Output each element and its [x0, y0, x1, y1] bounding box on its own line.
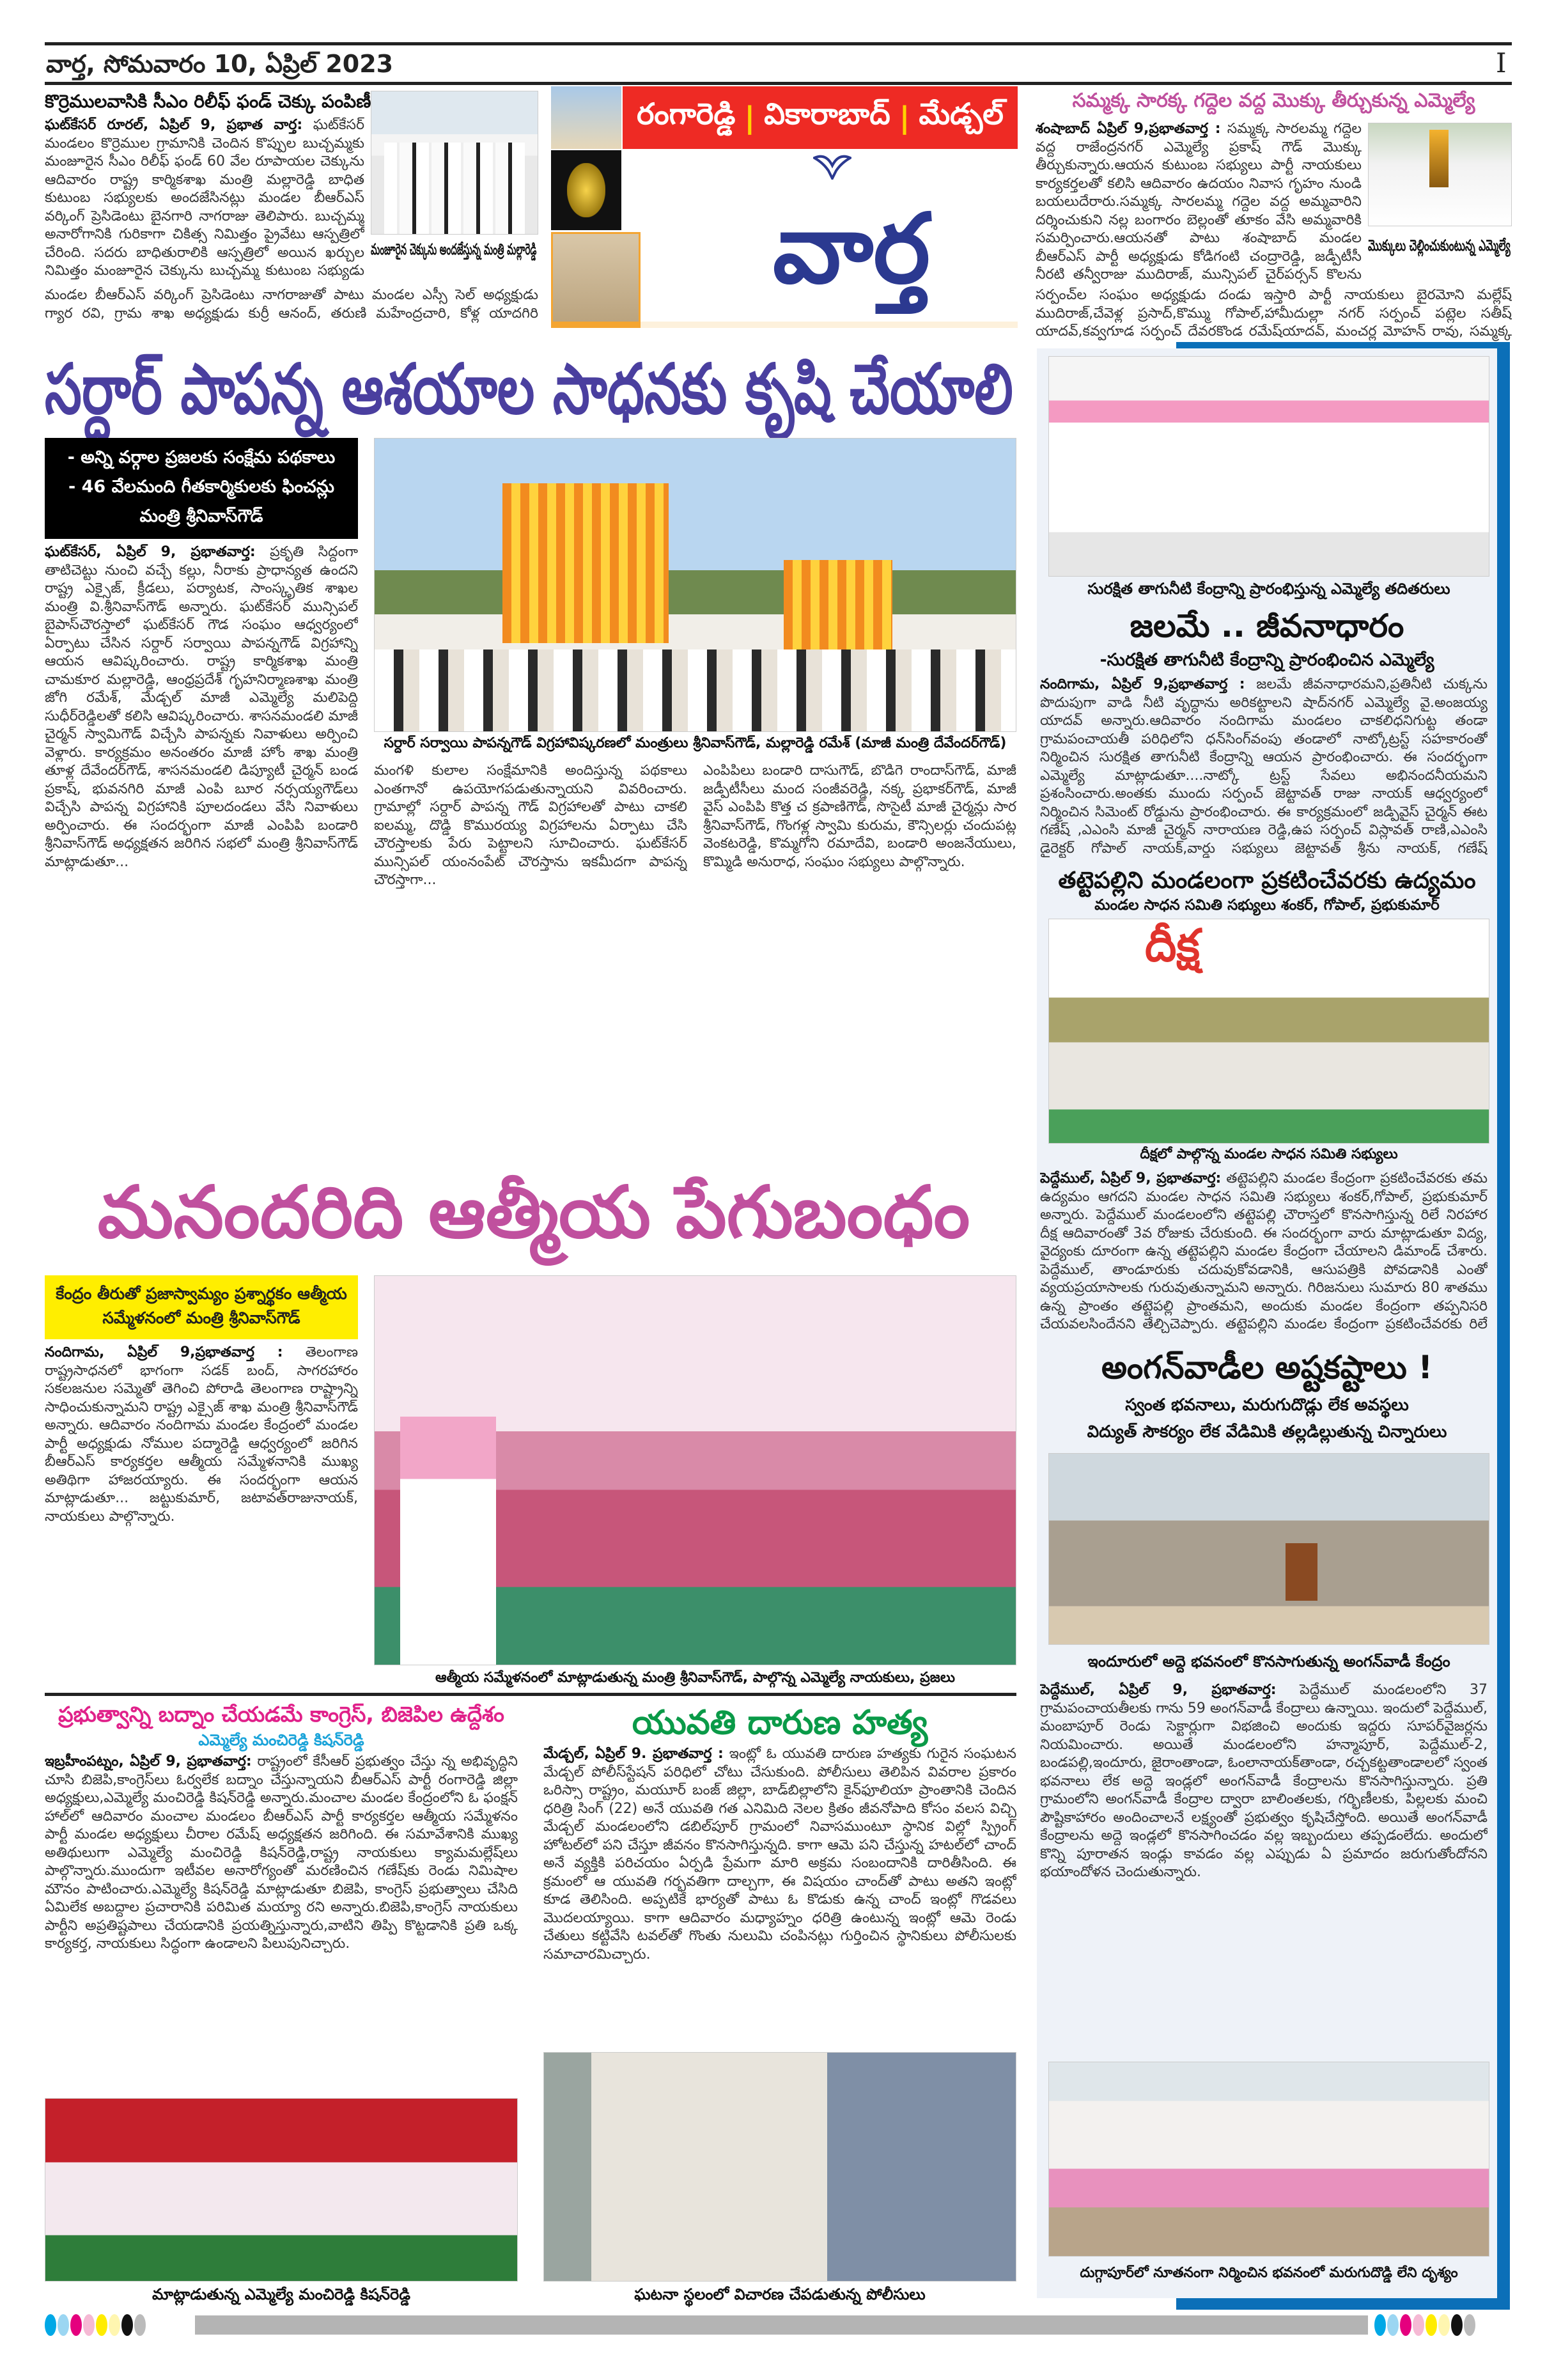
mla-meeting-photo [45, 2098, 518, 2282]
highlight-item: మంత్రి శ్రీనివాస్‌గౌడ్ [139, 506, 263, 526]
dateline: నందిగామ, ఏప్రిల్ 9,ప్రభాతవార్త : [45, 1344, 283, 1360]
top-right-body [1036, 120, 1362, 284]
water-plant-photo [1048, 356, 1489, 577]
header-top-rule [45, 42, 1512, 45]
lead-headline: సర్దార్ పాపన్న ఆశయాల సాధనకు కృషి చేయాలి [45, 350, 1013, 430]
dateline: పెద్దేముల్, ఏప్రిల్ 9, ప్రభాతవార్త: [1040, 1171, 1222, 1186]
bottom-left-body [45, 1753, 518, 2092]
dateline: నందిగామ, ఏప్రిల్ 9,ప్రభాతవార్త : [1040, 676, 1245, 692]
top-left-body [45, 116, 364, 280]
story3-photo2-caption: దుగ్గాపూర్‌లో నూతనంగా నిర్మించిన భవనంలో మరుగుదొడ్డి లేని దృశ్యం [1080, 2265, 1458, 2281]
highlight-item: - 46 వేలమంది గీతకార్మికులకు ఫించన్లు [68, 477, 334, 497]
mla-offering-photo [1368, 123, 1512, 226]
body-text: జలమే జీవనాధారమని,ప్రతినీటి చుక్కను పొదుపుగా వాడి నీటి వృద్ధాను అరికట్టాలని షాద్‌నగర్ ఎమ్మెల్యే వై.అంజయ్య యాదవ్ అన్నారు.ఆదివారం నందిగామ మండలం చాకలిధనిగుట్ట తండా గ్రామపంచాయతీ పరిధిలోని ధన్‌సింగ్‌వంపు తండాలో నాట్కోట్రస్ట్ సహకారంతో నిర్మించిన సురక్షిత తాగునీటి కేంద్రాన్ని ఆయన ప్రారంభించారు. ఈ సందర్భంగా ఎమ్మెల్యే మాట్లాడుతూ....నాట్కో ట్రస్ట్ సేవలు అభినందనీయమని ప్రశంసించారు.అంతకు ముందు సర్పంచ్ జెట్టావత్ రాజు నాయక్ ఆధ్వర్యంలో నిర్మించిన సిమెంట్ రోడ్డును ప్రారంభించారు. ఈ కార్యక్రమంలో జడ్పివైస్ చైర్మన్ ఈట గణేష్ ,ఎఎంసి మాజీ చైర్మన్ నారాయణ రెడ్డి,ఉప సర్పంచ్ విస్లావత్ రాణి,ఎఎంసి డైరెక్టర్ గోపాల్ నాయక్,వార్డు సభ్యులు జెట్టావత్ శ్రీను నాయక్, గణేష్ [1040, 676, 1488, 857]
dove-icon [813, 152, 851, 180]
lead-col2: మంగళి కులాల సంక్షేమానికి అందిస్తున్న పథకాలు ఎంతగానో ఉపయోగపడుతున్నాయని వివరించారు. గ్రామాల్లో సర్దార్ పాపన్న గౌడ్ విగ్రహాలతో పాటు చాకలి ఐలమ్మ, దొడ్డి కొమురయ్య విగ్రహాలను ఏర్పాటు చేసి చౌరస్తాలకు పేరు పెట్టాలని సూచించారు. ఘట్‌కేసర్ మున్సిపల్ యంనంపేట్ చౌరస్తాను ఇకమీదగా పాపన్న చౌరస్తాగా... [374, 763, 687, 888]
body-text: ఇంట్లో ఓ యువతి దారుణ హత్యకు గురైన సంఘటన మేడ్చల్ పోలీస్‌స్టేషన్ పరిధిలో చోటు చేసుకుంది. పోలీసులు తెలిపిన వివరాల ప్రకారం ఒరిస్సా రాష్ట్రం, మయూర్ బంజ్ జిల్లా, బాడ్‌బిల్లాలోని కైన్‌ఫూలియా ప్రాంతానికి చెందిన ధరిత్రి సింగ్ (22) అనే యువతి గత ఎనిమిది నెలల క్రితం జీవనోపాది కోసం వలస విచ్చి మేడ్చల్ మండలంలోని డబిల్‌పూర్ గ్రామంలో నివాసముంటూ స్థానిక విల్లో స్ప్రింగ్ హోటల్‌లో పని చేస్తూ జీవనం కొనసాగిస్తున్నది. కాగా ఆమె పని చేస్తున్న హటల్‌లో చాంద్ అనే వ్యక్తికి పరిచయం ఏర్పడి ప్రేమగా మారి అక్రమ సంబందానికి దారితీసింది. ఈ క్రమంలో ఆ యువతి గర్భవతిగా దాల్చగా, ఈ విషయం చాంద్‌తో పాటు అతని ఇంట్లో కూడ తెలిసింది. అప్పటికే భార్యతో పాటు ఓ కొడుకు ఉన్న చాంద్ ఇంట్లో గొడవలు మొదలయ్యాయి. కాగా ఆదివారం మధ్యాహ్నం ధరిత్రి ఉంటున్న ఇంట్లో ఆమె రెండు చేతులు కట్టివేసి టవల్‌తో గొంతు నులుమి చంపినట్లు గుర్తించిన స్థానికులు పోలీసులకు సమాచారమిచ్చారు. [543, 1746, 1016, 1963]
top-right-body-tail: సర్పంచ్‌ల సంఘం అధ్యక్షుడు దండు ఇస్తారి పార్టీ నాయకులు బైరమోని మల్లేష్ ముదిరాజ్,చేవెళ్ల ప్రసాద్,కొమ్ము గోపాల్,హామీదుల్లా నగర్ సర్పంచ్ పట్లెల సతీష్ యాదవ్,కవ్వగూడ సర్పంచ్ దేవరకొండ రమేష్‌యాదవ్, మంచర్ల మోహన్ రావు, సమ్మక్క [1036, 287, 1512, 339]
gray-bar [195, 2315, 1368, 2335]
story3-body [1040, 1681, 1488, 2046]
atmiya-sammelanam-photo [374, 1275, 1016, 1665]
dateline: ఇబ్రహీంపట్నం, ఏప్రిల్ 9, ప్రభాతవార్త: [45, 1754, 252, 1769]
district-rangareddy: రంగారెడ్డి [637, 97, 736, 131]
bottom-mid-body [543, 1745, 1016, 2046]
story3-caption: ఇందూరులో అద్దె భవనంలో కొనసాగుతున్న అంగన్‌వాడీ కేంద్రం [1087, 1653, 1450, 1670]
cheque-handover-photo [371, 91, 538, 235]
masthead-underline [551, 322, 1018, 328]
body-text: పెద్దేముల్ మండలంలోని 37 గ్రామపంచాయతీలకు గాను 59 అంగన్‌వాడీ కేంద్రాలు ఉన్నాయి. ఇందులో పెద్దేముల్, మంబాపూర్ రెండు సెక్టార్లుగా విభజించి అందుకు ఇద్దరు సూపర్‌వైజర్లను నియమించారు. అయితే మండలంలోని హన్మాపూర్, పెద్దేముల్-2, బండపల్లి,ఇందూరు, జైరాంతాండా, ఓంలానాయక్‌తాండా, రచ్చకట్టతాండాలలో స్వంత భవనాలు లేక అద్దె ఇండ్లలో అంగన్‌వాడీ కేంద్రాలను కొనసాగిస్తున్నారు. ప్రతి గ్రామంలోని అంగన్‌వాడీ కేంద్రాల ద్వారా బాలింతలకు, గర్భిణీలకు, పిల్లలకు మంచి పౌష్టికాహారం అందించాలనే లక్ష్యంతో ప్రభుత్వం కృషిచేస్తోంది. అయితే అంగన్‌వాడీ కేంద్రాలను అద్దె ఇండ్లలో కొనసాగించడం వల్ల ఇబ్బందులు తప్పడంలేదు. అందులో కొన్ని పూరాతన ఇండ్లు కావడం వల్ల ఎప్పుడు ఏ ప్రమాదం జరుగుతోందోనని భయాందోళన చెందుతున్నారు. [1040, 1682, 1488, 1880]
district-medchal: మేడ్చల్ [919, 97, 1004, 131]
story2-headline: తట్టెపల్లిని మండలంగా ప్రకటించేవరకు ఉద్యమం [1058, 867, 1476, 894]
body-text: రాష్ట్రంలో కేసీఆర్ ప్రభుత్వం చేస్తు న్న అభివృద్ధిని చూసి బిజెపి,కాంగ్రెస్‌లు ఓర్వలేక బద్నాం చేస్తున్నాయని బీఆర్ఎస్ పార్టీ రంగారెడ్డి జిల్లా అధ్యక్షులు,ఎమ్మెల్యే మంచిరెడ్డి కిషన్‌రెడ్డి అన్నారు.మంచాల మండల కేంద్రంలోని ఓ ఫంక్షన్ హాల్‌లో ఆదివారం మంచాల మండలం బీఆర్ఎస్ పార్టీ కార్యకర్తల ఆత్మీయ సమ్మేళనం పార్టీ మండల అధ్యక్షులు చీరాల రమేష్ అధ్యక్షతన జరిగింది. ఈ సమావేశానికి ముఖ్య అతిథులుగా ఎమ్మెల్యే మంచిరెడ్డి కిషన్‌రెడ్డి,రాష్ట్ర నాయకులు క్యామమల్లేష్‌లు పాల్గొన్నారు.ముందుగా ఇటీవల అనారోగ్యంతో మరణించిన గణేష్‌కు రెండు నిమిషాల మౌనం పాటించారు.ఎమ్మెల్యే కిషన్‌రెడ్డి మాట్లాడుతూ బిజెపి, కాంగ్రెస్ ప్రభుత్వాలు చేసిది ఏమిలేక అబద్దాల ప్రచారానికి పరిమిత మయ్యా రని అన్నారు.బిజెపి,కాంగ్రెస్ నాయకులు పార్టీని అప్రతిష్టపాలు చేయడానికి ప్రయత్నిస్తున్నారు,వాటిని తిప్పి కొట్టడానికి ప్రతి ఒక్క కార్యకర్త, నాయకులు సిద్ధంగా ఉండాలని పిలుపునిచ్చారు. [45, 1754, 518, 1952]
dateline: ఘట్‌కేసర్ రూరల్, ఏప్రిల్ 9, ప్రభాత వార్త: [45, 117, 303, 133]
second-highlight-box: కేంద్రం తీరుతో ప్రజాస్వామ్యం ప్రశ్నార్థకం ఆత్మీయ సమ్మేళనంలో మంత్రి శ్రీనివాస్‌గౌడ్ [45, 1275, 358, 1339]
separator: | [899, 100, 910, 135]
story3-subhead: విద్యుత్ సౌకర్యం లేక వేడిమికి తల్లడిల్లుతున్న చిన్నారులు [1087, 1422, 1447, 1442]
dateline: మేడ్చల్, ఏప్రిల్ 9. ప్రభాతవార్త : [543, 1746, 724, 1762]
bottom-mid-caption: ఘటనా స్థలంలో విచారణ చేపడుతున్న పోలీసులు [634, 2285, 926, 2303]
water-plant-caption: సురక్షిత తాగునీటి కేంద్రాన్ని ప్రారంభిస్తున్న ఎమ్మెల్యే తదితరులు [1087, 580, 1450, 598]
second-body [45, 1344, 358, 1672]
police-investigation-photo [543, 2052, 1016, 2282]
header-dateline: వార్త, సోమవారం 10, ఏప్రిల్ 2023 [46, 50, 394, 78]
bottom-left-subhead: ఎమ్మెల్యే మంచిరెడ్డి కిషన్‌రెడ్డి [198, 1731, 364, 1749]
anganwadi-rented-building-photo [1048, 1453, 1489, 1645]
top-left-body-tail: మండల బీఆర్ఎస్ వర్కింగ్ ప్రెసిడెంటు నాగరాజుతో పాటు మండల ఎస్సీ సెల్ అధ్యక్షుడు గ్యార రవి, గ్రామ శాఖ అధ్యక్షుడు కుర్రీ ఆనంద్, తరుణి మహేంద్రచారి, కోళ్ల యాదగిరి [45, 287, 538, 322]
dateline: పెద్దేముల్, ఏప్రిల్ 9, ప్రభాతవార్త: [1040, 1682, 1277, 1698]
highlight-item: - అన్ని వర్గాల ప్రజలకు సంక్షేమ పథకాలు [67, 447, 336, 467]
story2-subhead: మండల సాధన సమితి సభ్యులు శంకర్, గోపాల్, ప్రభుకుమార్ [1094, 897, 1440, 914]
bottom-left-headline: ప్రభుత్వాన్ని బద్నాం చేయడమే కాంగ్రెస్, బిజెపిల ఉద్దేశం [58, 1702, 504, 1727]
story2-body [1040, 1170, 1488, 1334]
top-right-caption: మొక్కులు చెల్లించుకుంటున్న ఎమ్మెల్యే [1368, 237, 1511, 254]
top-left-headline: కొర్రెములవాసికి సీఎం రిలీఫ్ ఫండ్ చెక్కు పంపిణీ [45, 91, 371, 112]
header-bottom-rule [45, 82, 1512, 85]
second-headline: మనందరిది ఆత్మీయ పేగుబంధం [97, 1171, 970, 1254]
statue-unveiling-photo [374, 438, 1016, 732]
story2-caption: దీక్షలో పాల్గొన్న మండల సాధన సమితి సభ్యులు [1140, 1146, 1398, 1162]
color-registration-right [1374, 2314, 1477, 2338]
lead-photo-caption: సర్దార్ సర్వాయి పాపన్నగౌడ్ విగ్రహావిష్కరణలో మంత్రులు శ్రీనివాస్‌గౌడ్, మల్లారెడ్డి రమేశ్ (మాజీ మంత్రి దేవేందర్‌గౌడ్) [384, 735, 1007, 751]
story3-headline: అంగన్‌వాడీల అష్టకష్టాలు ! [1101, 1349, 1433, 1386]
section-rule [45, 1693, 1016, 1696]
lead-col1 [45, 543, 358, 1126]
district-vikarabad: వికారాబాద్ [764, 97, 890, 131]
deity-image [551, 150, 621, 230]
body-text: ఘట్‌కేసర్ మండలం కొర్రెముల గ్రామానికి చెందిన కొప్పుల బుచ్చమ్మకు మంజూరైన సీఎం రిలీఫ్ ఫండ్ 60 వేల రూపాయల చెక్కును ఆదివారం రాష్ట్ర కార్మికశాఖ మంత్రి మల్లారెడ్డి బాధిత కుటుంబ సభ్యులకు అందజేసినట్లు మండల బీఆర్ఎస్ వర్కింగ్ ప్రెసిడెంటు బైనగారి నాగరాజు తెలిపారు. బుచ్చమ్మ అనారోగానికి గురికాగా చికిత్స నిమిత్తం ప్రైవేటు ఆస్పత్రిలో చేరింది. సదరు బాధితురాలికి ఆస్పత్రిలో అయిన ఖర్చుల నిమిత్తం మంజూరైన చెక్కును బుచ్చమ్మ కుటుంబ సభ్యుడు [45, 117, 364, 279]
lead-col3: ఎంపిపిలు బండారి దాసుగౌడ్, బొడిగె రాందాస్‌గౌడ్, మాజీ జడ్పీటీసీలు మంద సంజీవరెడ్డి, నక్క ప్రభాకర్‌గౌడ్, మాజీ వైస్ ఎంపిపి కొత్త చ క్రపాణిగౌడ్, సొసైటీ మాజీ చైర్మన్లు సార శ్రీనివాస్‌గౌడ్, గొంగళ్ల స్వామి కురుమ, కౌన్సిలర్లు చందుపట్ల వెంకటరెడ్డి, కొమ్మగోని రమాదేవి, బండారి అంజనేయులు, కొమ్మిడి అనురాధ, సంఘం సభ్యులు పాల్గొన్నారు. [703, 763, 1016, 870]
story3-subhead: స్వంత భవనాలు, మరుగుదొడ్లు లేక అవస్థలు [1125, 1396, 1409, 1415]
fort-image [551, 232, 641, 328]
body-text: ప్రకృతి సిద్దంగా తాటిచెట్టు నుంచి వచ్చే కల్లు, నీరాకు ప్రాధాన్యత ఉందని రాష్ట్ర ఎక్సైజ్, క్రీడలు, పర్యాటక, సాంస్కృతిక శాఖల మంత్రి వి.శ్రీనివాస్‌గౌడ్ అన్నారు. ఘట్‌కేసర్ మున్సిపల్ బైపాస్‌చౌరస్తాలో ఘట్‌కేసర్ గౌడ సంఘం ఆధ్వర్యంలో ఏర్పాటు చేసిన సర్దార్ సర్వాయి పాపన్నగౌడ్ విగ్రహాన్ని ఆయన ఆవిష్కరించారు. రాష్ట్ర కార్మికశాఖ మంత్రి చామకూర మల్లారెడ్డి, ఆంధ్రప్రదేశ్ గృహనిర్మాణశాఖ మంత్రి జోగి రమేశ్, మేడ్చల్ మాజీ ఎమ్మెల్యే మలిపెద్ది సుధీర్‌రెడ్డిలతో కలిసి ఆవిష్కరించారు. శాసనమండలి మాజీ చైర్మన్ స్వామిగౌడ్ విచ్చేసి పాపన్నకు నివాళులు అర్పించి వెళ్లారు. కార్యక్రమం అనంతరం మాజీ హోం శాఖ మంత్రి తూళ్ల దేవేందర్‌గౌడ్, శాసనమండలి డిప్యూటీ చైర్మన్ బండ ప్రకాష్, భువనగిరి మాజీ ఎంపి బూర నర్సయ్యగౌడ్‌లు విచ్చేసి పాపన్న విగ్రహానికి పూలదండలు వేసి నివాళులు అర్పించారు. ఈ సందర్భంగా మాజీ ఎంపిపి బండారి శ్రీనివాస్‌గౌడ్ అధ్యక్షతన జరిగిన సభలో మంత్రి శ్రీనివాస్‌గౌడ్ మాట్లాడుతూ... [45, 544, 358, 870]
right-box [1037, 348, 1497, 2298]
story1-body [1040, 676, 1488, 858]
story1-subhead: -సురక్షిత తాగునీటి కేంద్రాన్ని ప్రారంభించిన ఎమ్మెల్యే [1099, 650, 1434, 670]
dateline: ఘట్‌కేసర్, ఏప్రిల్ 9, ప్రభాతవార్త: [45, 544, 256, 560]
new-building-no-toilet-photo [1048, 2062, 1489, 2257]
color-registration-left [45, 2314, 147, 2338]
top-right-headline: సమ్మక్క సారక్క గద్దెల వద్ద మొక్కు తీర్చుకున్న ఎమ్మెల్యే [1072, 89, 1475, 112]
dateline: శంషాబాద్ ఏప్రిల్ 9,ప్రభాతవార్త : [1036, 121, 1221, 137]
lead-highlights-box [45, 438, 358, 539]
temple-image [551, 86, 621, 149]
top-left-caption: మంజూరైన చెక్కును అందజేస్తున్న మంత్రి మల్లారెడ్డి [371, 240, 537, 258]
second-photo-caption: ఆత్మీయ సమ్మేళనంలో మాట్లాడుతున్న మంత్రి శ్రీనివాస్‌గౌడ్, పాల్గొన్న ఎమ్మెల్యే నాయకులు, ప్రజలు [435, 1670, 956, 1686]
banner-text: దీక్ష [1145, 919, 1200, 972]
district-band [623, 86, 1018, 149]
bottom-left-caption: మాట్లాడుతున్న ఎమ్మెల్యే మంచిరెడ్డి కిషన్‌రెడ్డి [152, 2285, 410, 2303]
masthead [551, 86, 1018, 328]
bottom-mid-headline: యువతి దారుణ హత్య [632, 1704, 928, 1742]
body-text: సమ్మక్క సారలమ్మ గద్దెల వద్ద రాజేంద్రనగర్ ఎమ్మెల్యే ప్రకాష్ గౌడ్ మొక్కు తీర్చుకున్నారు.ఆయన కుటుంబ సభ్యులు పార్టీ నాయకులు కార్యకర్తలతో కలిసి ఆదివారం ఉదయం నివాస గృహం నుండి బయలుదేరారు.సమ్మక్క సారలమ్మ గద్దెల వద్ద అమ్మవారిని దర్శించుకుని నల్ల బంగారం బెల్లంతో తూకం వేసి అమ్మవారికి సమర్పించారు.ఆయనతో పాటు శంషాబాద్ మండల బీఆర్ఎస్ పార్టీ అధ్యక్షుడు కోడిగంటి చంద్రారెడ్డి, జడ్పీటీసీ నీరటి తన్వీరాజు ముదిరాజ్, మున్సిపల్ చైర్‌పర్సన్ కొలను [1036, 121, 1362, 283]
page-number: I [1496, 47, 1507, 79]
story1-headline: జలమే .. జీవనాధారం [1130, 607, 1404, 644]
hunger-strike-photo [1048, 919, 1489, 1144]
separator: | [744, 100, 756, 135]
masthead-logo: వార్త [772, 194, 931, 305]
body-text: తెలంగాణ రాష్ట్రసాధనలో భాగంగా సడక్ బంద్, సాగరహారం సకలజనుల సమ్మెతో తెగించి పోరాడి తెలంగాణ రాష్ట్రాన్ని సాధించుకున్నామని రాష్ట్ర ఎక్సైజ్ శాఖ మంత్రి శ్రీనివాస్‌గౌడ్ అన్నారు. ఆదివారం నందిగామ మండల కేంద్రంలో మండల పార్టీ అధ్యక్షుడు నోముల పద్మారెడ్డి ఆధ్వర్యంలో జరిగిన బీఆర్ఎస్ కార్యకర్తల ఆత్మీయ సమ్మేళనానికి ముఖ్య అతిథిగా హాజరయ్యారు. ఈ సందర్భంగా ఆయన మాట్లాడుతూ... జట్టుకుమార్, జటావత్‌రాజునాయక్, నాయకులు పాల్గొన్నారు. [45, 1344, 358, 1525]
body-text: తట్టెపల్లిని మండల కేంద్రంగా ప్రకటించేవరకు తమ ఉద్యమం ఆగదని మండల సాధన సమితి సభ్యులు శంకర్,గోపాల్, ప్రభుకుమార్ అన్నారు. పెద్దేముల్ మండలంలోని తట్టెపల్లి చౌరాస్తలో కొనసాగిస్తున్న రిలే నిరహార దీక్ష ఆదివారంతో 3వ రోజుకు చేరుకుంది. ఈ సందర్భంగా వారు మాట్లాడుతూ విద్య, వైద్యంకు దూరంగా ఉన్న తట్టెపల్లిని మండల కేంద్రంగా చేయాలని డిమాండ్ చేశారు. పెద్దేముల్, తాండూరుకు చదువుకోవడానికి, ఆసుపత్రికి పోవడానికి ఎంతో వ్యయప్రయాసాలకు గురువుతున్నామని అన్నారు. గిరిజనులు సుమారు 80 శాతము ఉన్న ప్రాంతం తట్టెపల్లి ప్రాంతమని, అందుకు మండల కేంద్రంగా తప్పనిసరి చేయవలసిందేనని తేల్చిచెప్పారు. తట్టెపల్లిని మండల కేంద్రంగా ప్రకటించేవరకు రిలే [1040, 1171, 1488, 1332]
